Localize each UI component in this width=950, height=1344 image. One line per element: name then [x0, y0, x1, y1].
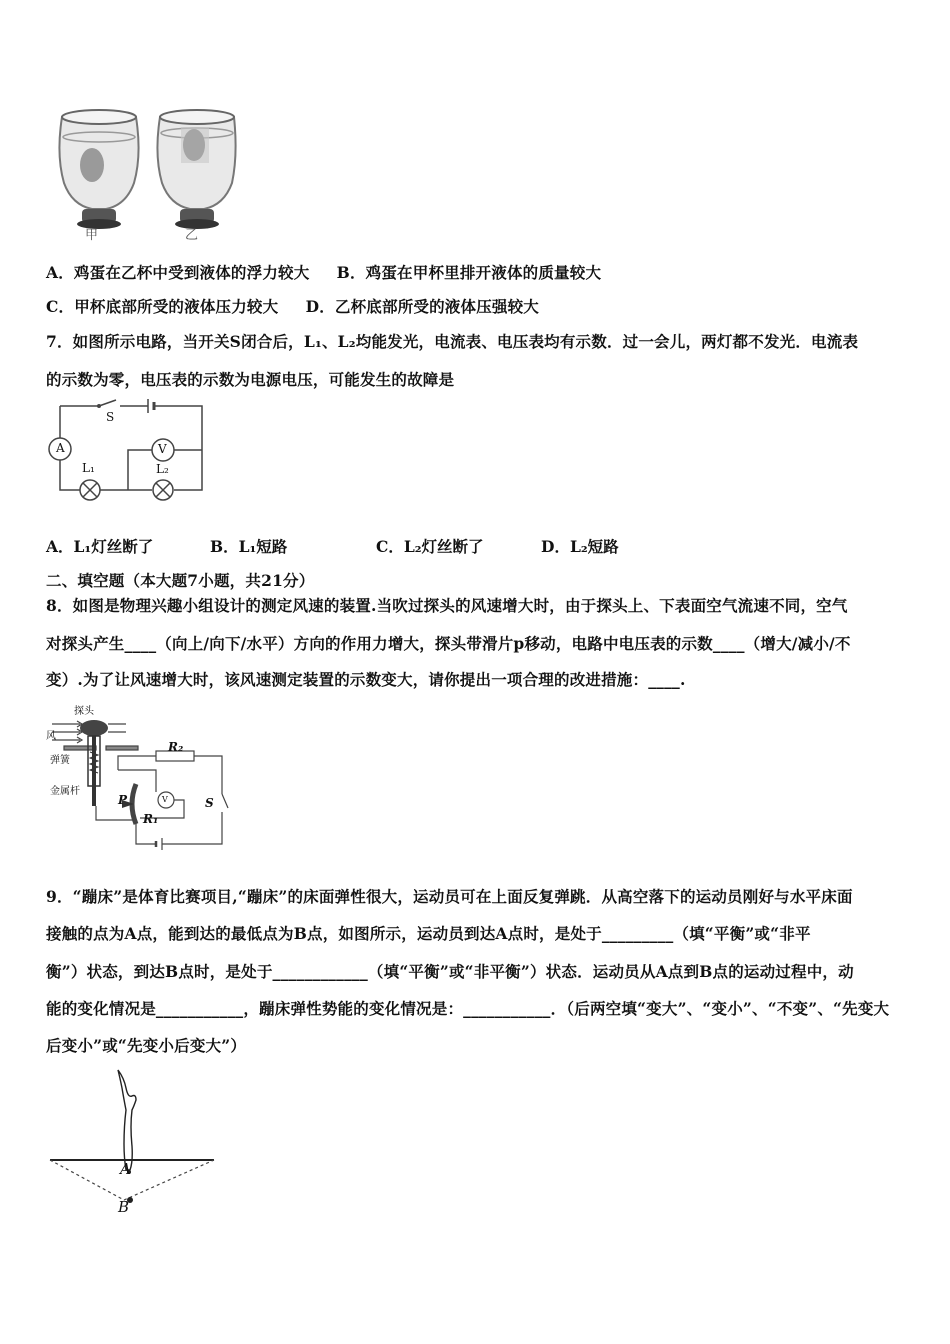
q8-r1-label: R₁	[143, 812, 159, 826]
q6-option-c[interactable]: C．甲杯底部所受的液体压力较大	[46, 297, 279, 316]
q8-stem-line3: 变）.为了让风速增大时，该风速测定装置的示数变大，请你提出一项合理的改进措施：____.	[46, 670, 686, 689]
q6-options-row2	[46, 295, 539, 317]
q7-ammeter-label: A	[56, 441, 65, 455]
q9-point-a-label: A	[120, 1160, 131, 1178]
q9-trampoline-diagram	[44, 1066, 220, 1220]
q6-option-d[interactable]: D．乙杯底部所受的液体压强较大	[305, 297, 540, 316]
q6-options-row1	[46, 261, 601, 283]
q8-wind-speed-diagram	[44, 700, 244, 860]
q8-s-label: S	[205, 796, 214, 810]
q9-stem-line1: 9．“蹦床”是体育比赛项目,“蹦床”的床面弹性很大，运动员可在上面反复弹跳．从高空落下的运动员刚好与水平床面	[46, 887, 853, 906]
q8-metal-rod-label: 金属杆	[50, 786, 80, 797]
q7-stem-line2: 的示数为零，电压表的示数为电源电压，可能发生的故障是	[46, 370, 455, 389]
egg-left	[80, 148, 104, 182]
q9-point-b-label: B	[118, 1198, 130, 1216]
cups-figure	[48, 105, 238, 245]
cup-label-left: 甲	[85, 228, 99, 243]
q7-switch-label: S	[106, 410, 115, 424]
q8-r2-label: R₂	[168, 740, 184, 754]
q8-probe-label: 探头	[74, 706, 94, 717]
q8-p-label: P	[118, 793, 128, 807]
q7-lamp2-label: L₂	[156, 462, 169, 476]
q7-option-b[interactable]: B．L₁短路	[210, 537, 288, 556]
q7-lamp1-label: L₁	[82, 461, 95, 475]
cup-left	[59, 110, 138, 229]
q6-option-a[interactable]: A．鸡蛋在乙杯中受到液体的浮力较大	[46, 263, 310, 282]
athlete-figure	[118, 1070, 136, 1170]
q7-voltmeter-label: V	[158, 442, 167, 456]
q8-stem-line1: 8．如图是物理兴趣小组设计的测定风速的装置.当吹过探头的风速增大时，由于探头上、下表面空气流速不同，空气	[46, 596, 848, 615]
cup-label-right: 乙	[185, 228, 199, 243]
q7-circuit-diagram	[44, 398, 206, 506]
egg-right	[183, 129, 205, 161]
q7-stem-line1: 7．如图所示电路，当开关S闭合后，L₁、L₂均能发光，电流表、电压表均有示数．过一会儿，两灯都不发光．电流表	[46, 332, 859, 351]
q9-stem-line2: 接触的点为A点，能到达的最低点为B点，如图所示，运动员到达A点时，是处于_________（填“平衡”或“非平	[46, 924, 811, 943]
q8-wind-label: 风	[46, 731, 56, 742]
q7-option-a[interactable]: A．L₁灯丝断了	[46, 537, 154, 556]
q9-stem-line4: 能的变化情况是___________，蹦床弹性势能的变化情况是：___________．（后两空填“变大”、“变小”、“不变”、“先变大	[46, 999, 890, 1018]
q7-option-c[interactable]: C．L₂灯丝断了	[376, 537, 484, 556]
section2-heading: 二、填空题（本大题7小题，共21分）	[46, 571, 315, 590]
q8-v-label: V	[162, 795, 168, 804]
q9-stem-line3: 衡”）状态，到达B点时，是处于____________（填“平衡”或“非平衡”）状态．运动员从A点到B点的运动过程中，动	[46, 962, 854, 981]
q7-option-d[interactable]: D．L₂短路	[541, 537, 619, 556]
q8-spring-label: 弹簧	[50, 755, 70, 766]
q8-stem-line2: 对探头产生____（向上/向下/水平）方向的作用力增大，探头带滑片p移动，电路中电压表的示数____（增大/减小/不	[46, 634, 851, 653]
cup-right	[157, 110, 235, 229]
q6-option-b[interactable]: B．鸡蛋在甲杯里排开液体的质量较大	[336, 263, 602, 282]
q9-stem-line5: 后变小”或“先变小后变大”）	[46, 1036, 247, 1055]
